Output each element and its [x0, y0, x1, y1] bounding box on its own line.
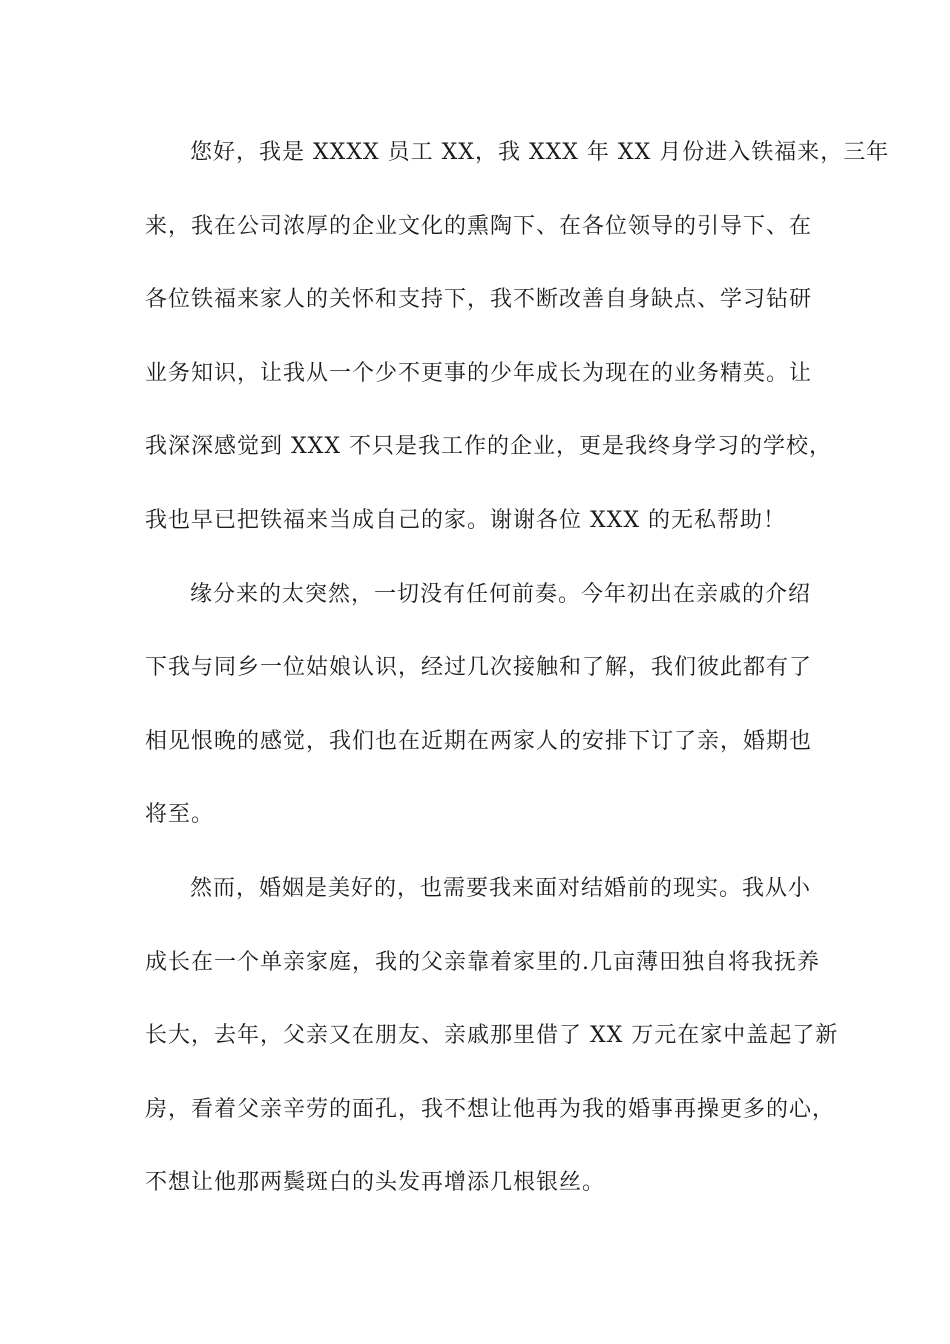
- paragraph-3: [145, 852, 839, 1220]
- text-line: 长大，去年，父亲又在朋友、亲戚那里借了 XX 万元在家中盖起了新: [145, 1023, 839, 1049]
- paragraph-1: [145, 116, 890, 558]
- text-line: 然而，婚姻是美好的，也需要我来面对结婚前的现实。我从小: [190, 875, 812, 901]
- text-line: 业务知识，让我从一个少不更事的少年成长为现在的业务精英。让: [145, 360, 813, 386]
- text-line: 相见恨晚的感觉，我们也在近期在两家人的安排下订了亲，婚期也: [145, 728, 813, 754]
- text-line: 缘分来的太突然，一切没有任何前奏。今年初出在亲戚的介绍: [190, 581, 812, 607]
- text-line: 下我与同乡一位姑娘认识，经过几次接触和了解，我们彼此都有了: [145, 655, 813, 681]
- text-line: 来，我在公司浓厚的企业文化的熏陶下、在各位领导的引导下、在: [145, 213, 813, 239]
- paragraph-2: [145, 558, 813, 852]
- document-body: [145, 116, 890, 1220]
- text-line: 我也早已把铁福来当成自己的家。谢谢各位 XXX 的无私帮助！: [145, 507, 786, 533]
- text-line: 我深深感觉到 XXX 不只是我工作的企业，更是我终身学习的学校，: [145, 434, 832, 460]
- text-line: 成长在一个单亲家庭，我的父亲靠着家里的.几亩薄田独自将我抚养: [145, 949, 820, 975]
- text-line: 您好，我是 XXXX 员工 XX，我 XXX 年 XX 月份进入铁福来，三年: [190, 140, 890, 165]
- text-line: 不想让他那两鬓斑白的头发再增添几根银丝。: [145, 1170, 606, 1196]
- text-line: 各位铁福来家人的关怀和支持下，我不断改善自身缺点、学习钻研: [145, 287, 813, 313]
- text-line: 将至。: [145, 802, 215, 828]
- text-line: 房，看着父亲辛劳的面孔，我不想让他再为我的婚事再操更多的心，: [145, 1096, 836, 1122]
